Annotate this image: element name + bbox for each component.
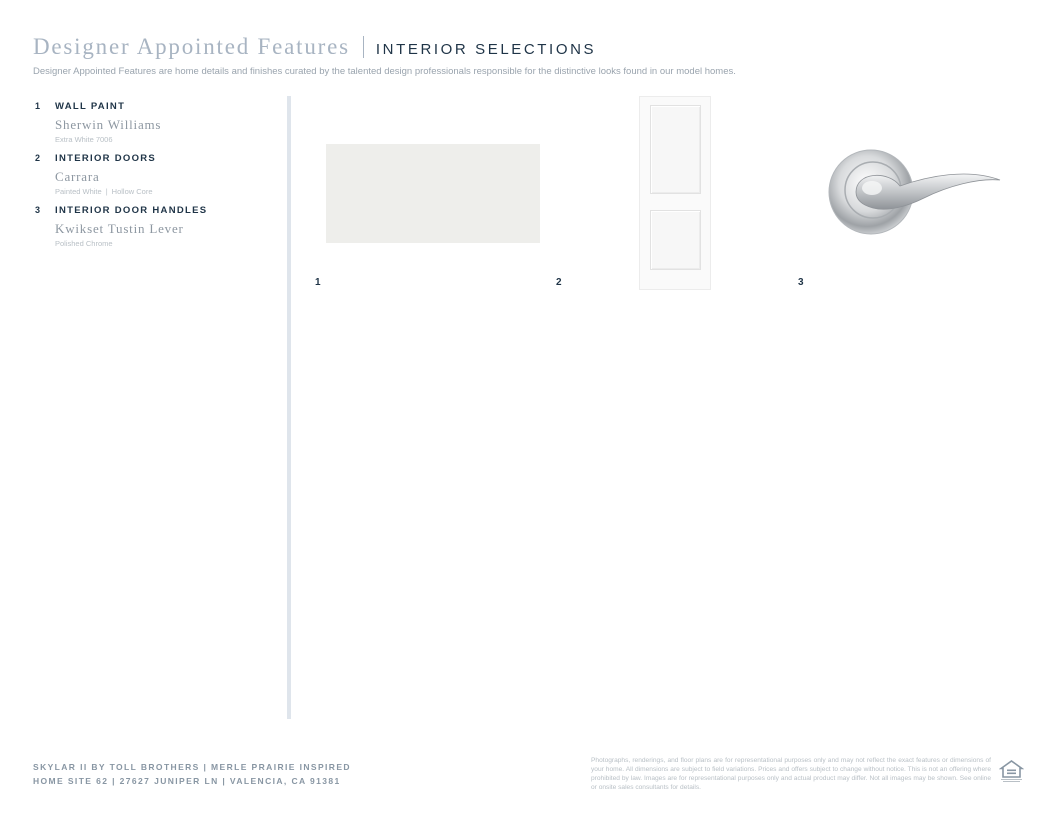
selection-number: 3	[35, 205, 41, 215]
door-handle-image	[828, 142, 1004, 240]
page-title: Designer Appointed Features	[33, 34, 350, 59]
image-label-2: 2	[556, 277, 562, 288]
selection-brand: Kwikset Tustin Lever	[55, 221, 184, 236]
door-image	[639, 96, 711, 290]
selection-detail-text-2: Hollow Core	[111, 187, 153, 196]
selection-item-interior-doors	[35, 152, 275, 196]
vertical-divider	[287, 96, 291, 719]
intro-text: Designer Appointed Features are home details and finishes curated by the talented design professionals responsible for the distinctive looks found in our model homes.	[33, 66, 736, 77]
image-label-3: 3	[798, 277, 804, 288]
selection-list	[35, 100, 275, 256]
selection-category: INTERIOR DOOR HANDLES	[55, 204, 208, 216]
selection-brand: Sherwin Williams	[55, 117, 162, 132]
selection-number: 2	[35, 153, 41, 163]
detail-separator: |	[105, 187, 108, 196]
image-label-1: 1	[315, 277, 321, 288]
selection-detail-text: Painted White	[55, 187, 102, 196]
page-header	[33, 34, 596, 60]
door-panel-bottom	[650, 210, 701, 270]
footer-line-2: HOME SITE 62 | 27627 JUNIPER LN | VALENCIA, CA 91381	[33, 776, 341, 786]
title-divider	[363, 36, 364, 58]
paint-swatch	[326, 144, 540, 243]
selection-detail	[55, 239, 275, 248]
selection-detail-text: Extra White 7006	[55, 135, 113, 144]
selection-category: INTERIOR DOORS	[55, 152, 157, 164]
footer-line-1: SKYLAR II BY TOLL BROTHERS | MERLE PRAIRIE INSPIRED	[33, 762, 351, 772]
footer-address	[33, 760, 351, 788]
page-subtitle: INTERIOR SELECTIONS	[375, 41, 597, 58]
selection-detail-text: Polished Chrome	[55, 239, 113, 248]
selection-category: WALL PAINT	[55, 100, 126, 112]
door-panel-top	[650, 105, 701, 194]
selection-number: 1	[35, 101, 41, 111]
selection-item-door-handles	[35, 204, 275, 248]
selection-detail	[55, 187, 275, 196]
selection-detail	[55, 135, 275, 144]
equal-housing-opportunity-icon	[999, 760, 1024, 783]
selection-item-wall-paint	[35, 100, 275, 144]
disclaimer-text: Photographs, renderings, and floor plans are for representational purposes only and may not reflect the exact features or dimensions of your home. All dimensions are subject to field variations. Prices and offers subject to change without notice. This is not an offering where prohibited by law. Images are for representational purposes only and actual product may differ. Not all images may be shown. See online or onsite sales consultants for details.	[591, 757, 991, 791]
selection-brand: Carrara	[55, 169, 100, 184]
